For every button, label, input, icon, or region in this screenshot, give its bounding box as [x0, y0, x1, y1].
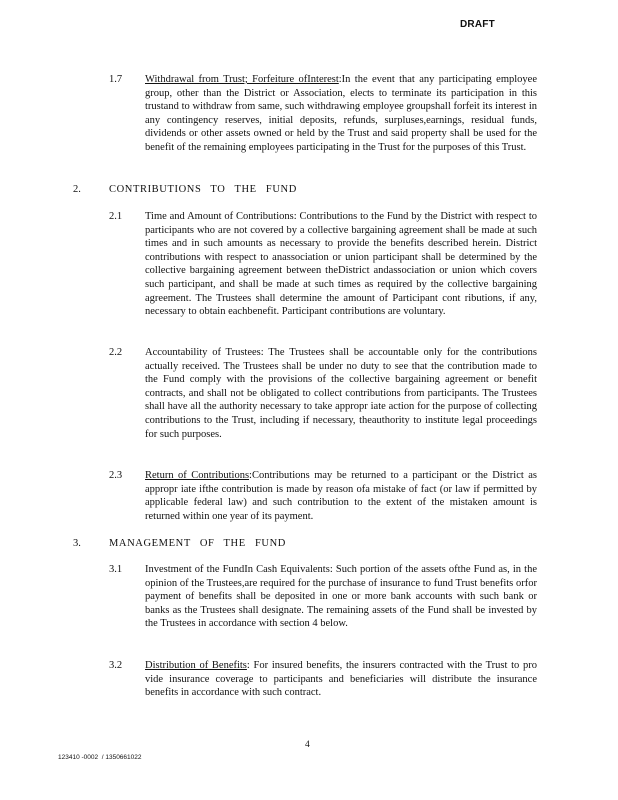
page-number: 4: [305, 740, 310, 750]
subsection-title: Withdrawal from Trust; Forfeiture ofInterest: [145, 74, 339, 85]
subsection-3-2: [145, 659, 537, 700]
subsection-title: Distribution of Benefits: [145, 660, 247, 671]
subsection-title: Time and Amount of Contributions: [145, 211, 294, 222]
subsection-1-7: [145, 73, 537, 155]
draft-label: DRAFT: [460, 19, 495, 30]
subsection-number: 2.3: [109, 470, 123, 481]
subsection-number: 2.2: [109, 347, 123, 358]
subsection-number: 3.1: [109, 564, 123, 575]
subsection-body: : Contributions to the Fund by the District with respect to participants who are not covered by a collective bargaining agreement shall be made at such times and in such amounts as necessary to provide the benefits described herein. District contributions with respect to anassociation or union participant shall be determined by the collective bargaining agreement between theDistrict andassociation or union which covers such participant, and shall be made at such times as required by the collective bargaining agreement. The Trustees shall determine the amount of Participant cont ributions, if any, necessary to obtain eachbenefit. Participant contributions are voluntary.: [145, 211, 537, 318]
subsection-2-2: [145, 346, 537, 441]
subsection-number: 2.1: [109, 211, 123, 222]
section-number: 2.: [73, 184, 81, 195]
subsection-title: Return of Contributions: [145, 470, 250, 481]
subsection-2-3: [145, 469, 537, 523]
section-heading: MANAGEMENT OF THE FUND: [109, 538, 286, 549]
document-id: 123410 -0002 / 1350661022: [58, 754, 142, 761]
subsection-number: 3.2: [109, 660, 123, 671]
section-heading: CONTRIBUTIONS TO THE FUND: [109, 184, 297, 195]
section-number: 3.: [73, 538, 81, 549]
subsection-3-1: [145, 563, 537, 631]
subsection-2-1: [145, 210, 537, 319]
subsection-body: :In the event that any participating employee group, other than the District or Association, elects to terminate its participation in this trustand to withdraw from same, such withdrawing employee groupshall forfeit its interest in any contingency reserves, initial deposits, refunds, surpluses,earnings, residual funds, dividends or other assets owned or held by the Trust and said property shall be used for the benefit of the remaining employees participating in the Trust for the purposes of this Trust.: [145, 74, 537, 153]
subsection-title: Accountability of Trustees: [145, 347, 261, 358]
subsection-title: Investment of the FundIn Cash Equivalents: [145, 564, 330, 575]
subsection-body: :Contributions may be returned to a participant or the District as appropr iate ifthe contribution is made by reason ofa mistake of fact (or law if permitted by applicable federal law) and such contribution to the extent of the mistaken amount is returned within one year of its payment.: [145, 470, 537, 522]
subsection-body: : The Trustees shall be accountable only for the contributions actually received. The Trustees shall be under no duty to see that the contribution made to the Fund comply with the provisions of the collective bargaining agreement or benefit contracts, and shall not be obligated to collect contributions from participants. The Trustees shall have all the authority necessary to take appropr iate action for the purpose of collecting contributions to the Trust, including if necessary, theauthority to institute legal proceedings for such purposes.: [145, 347, 537, 440]
subsection-body: : Such portion of the assets ofthe Fund as, in the opinion of the Trustees,are required for the purchase of insurance to fund Trust benefits orfor payment of benefits shall be deposited in one or more bank accounts with such bank or banks as the Trustees shall designate. The remaining assets of the Fund shall be invested by the Trustees in accordance with section 4 below.: [145, 564, 537, 630]
subsection-body: : For insured benefits, the insurers contracted with the Trust to pro vide insurance coverage to participants and beneficiaries will distribute the insurance benefits in accordance with such contract.: [145, 660, 537, 699]
subsection-number: 1.7: [109, 74, 123, 85]
